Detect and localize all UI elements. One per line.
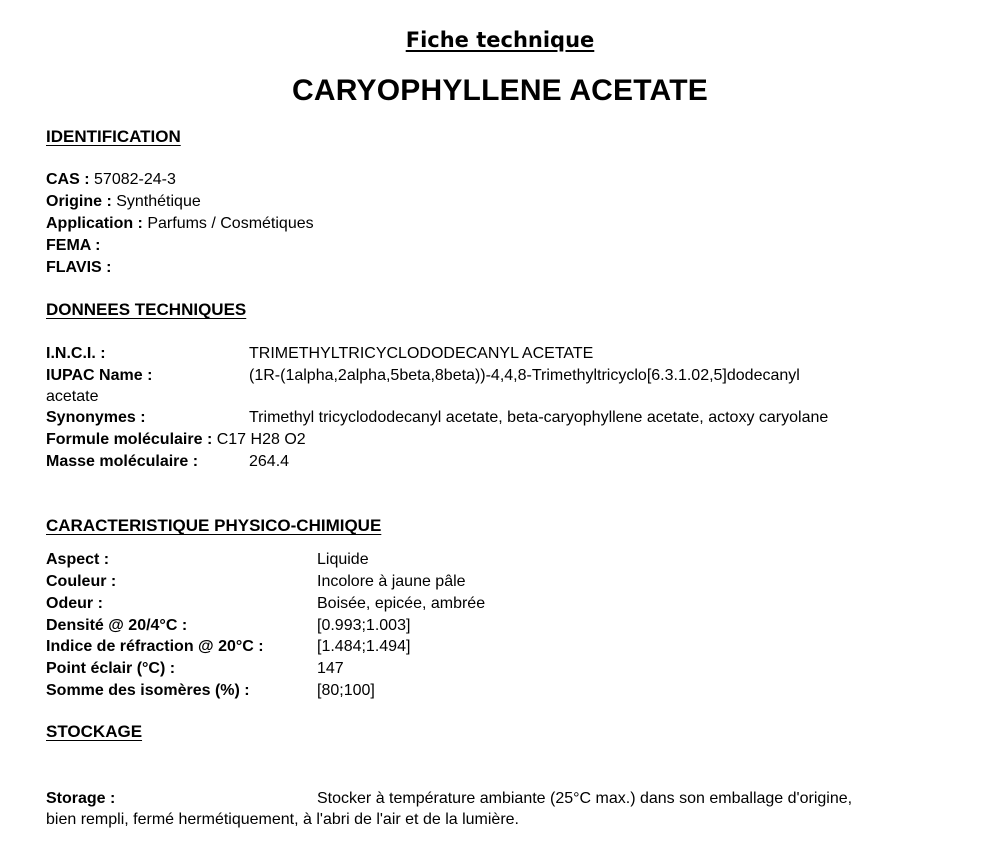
point-eclair-row: [46, 658, 344, 680]
section-heading-stockage: STOCKAGE: [46, 722, 143, 741]
masse-row: [46, 451, 290, 473]
cas-value: 57082-24-3: [94, 171, 176, 188]
inci-label: I.N.C.I. :: [46, 345, 106, 362]
iupac-label: IUPAC Name :: [46, 367, 153, 384]
storage-row: [46, 788, 853, 810]
iupac-row: [46, 365, 800, 387]
odeur-row: [46, 593, 486, 615]
flavis-label: FLAVIS :: [46, 259, 112, 276]
origine-row: [46, 191, 201, 213]
inci-row: [46, 343, 594, 365]
origine-value: Synthétique: [116, 193, 201, 210]
application-row: [46, 213, 314, 235]
storage-label: Storage :: [46, 790, 116, 807]
masse-label: Masse moléculaire :: [46, 453, 199, 470]
storage-value-continuation: bien rempli, fermé hermétiquement, à l'abri de l'air et de la lumière.: [46, 811, 519, 828]
fema-row: [46, 235, 101, 257]
indice-refraction-row: [46, 636, 411, 658]
aspect-label: Aspect :: [46, 551, 110, 568]
point-eclair-value: 147: [317, 660, 344, 677]
synonymes-label: Synonymes :: [46, 409, 146, 426]
masse-value: 264.4: [249, 453, 290, 470]
odeur-label: Odeur :: [46, 595, 103, 612]
storage-value: Stocker à température ambiante (25°C max.) dans son emballage d'origine,: [317, 790, 853, 807]
section-heading-physico-chimique: CARACTERISTIQUE PHYSICO-CHIMIQUE: [46, 516, 382, 535]
origine-label: Origine :: [46, 193, 112, 210]
indice-refraction-label: Indice de réfraction @ 20°C :: [46, 638, 264, 655]
document-type-title: Fiche technique: [405, 28, 595, 52]
iupac-value-continuation: acetate: [46, 388, 99, 405]
synonymes-value: Trimethyl tricyclododecanyl acetate, beta-caryophyllene acetate, actoxy caryolane: [249, 409, 829, 426]
section-heading-donnees-techniques: DONNEES TECHNIQUES: [46, 300, 247, 319]
couleur-label: Couleur :: [46, 573, 117, 590]
couleur-value: Incolore à jaune pâle: [317, 573, 466, 590]
synonymes-row: [46, 407, 829, 429]
product-name-title: CARYOPHYLLENE ACETATE: [292, 74, 708, 107]
densite-value: [0.993;1.003]: [317, 617, 411, 634]
fema-label: FEMA :: [46, 237, 101, 254]
application-value: Parfums / Cosmétiques: [147, 215, 314, 232]
section-heading-identification: IDENTIFICATION: [46, 127, 181, 146]
indice-refraction-value: [1.484;1.494]: [317, 638, 411, 655]
cas-row: [46, 169, 176, 191]
formule-value: C17 H28 O2: [216, 431, 306, 448]
isomeres-row: [46, 680, 375, 702]
inci-value: TRIMETHYLTRICYCLODODECANYL ACETATE: [249, 345, 594, 362]
iupac-value: (1R-(1alpha,2alpha,5beta,8beta))-4,4,8-Trimethyltricyclo[6.3.1.02,5]dodecanyl: [249, 367, 800, 384]
aspect-value: Liquide: [317, 551, 369, 568]
isomeres-value: [80;100]: [317, 682, 375, 699]
couleur-row: [46, 571, 466, 593]
densite-row: [46, 615, 411, 637]
point-eclair-label: Point éclair (°C) :: [46, 660, 176, 677]
densite-label: Densité @ 20/4°C :: [46, 617, 188, 634]
formule-row: [46, 429, 306, 451]
cas-label: CAS :: [46, 171, 90, 188]
flavis-row: [46, 257, 111, 279]
isomeres-label: Somme des isomères (%) :: [46, 682, 250, 699]
formule-label: Formule moléculaire :: [46, 431, 213, 448]
application-label: Application :: [46, 215, 143, 232]
aspect-row: [46, 549, 369, 571]
odeur-value: Boisée, epicée, ambrée: [317, 595, 486, 612]
